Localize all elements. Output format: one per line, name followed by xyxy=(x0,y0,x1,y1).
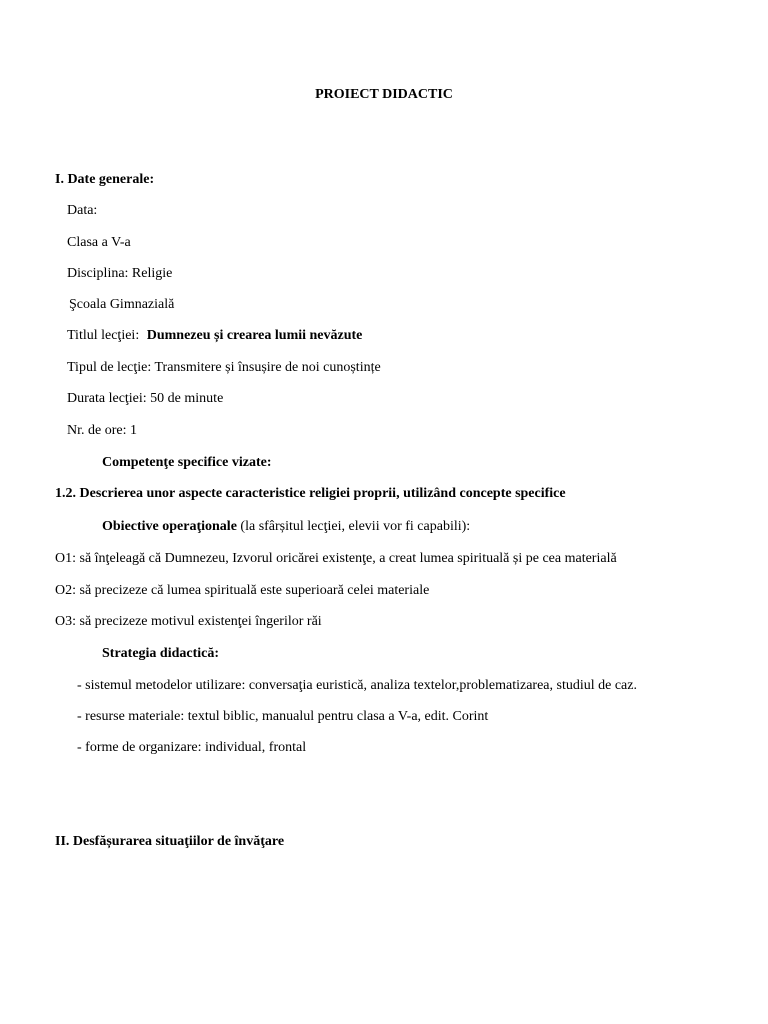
competenta-1-2: 1.2. Descrierea unor aspecte caracteristice religiei proprii, utilizând concepte specifice xyxy=(55,486,566,501)
competente-heading: Competenţe specifice vizate: xyxy=(102,455,272,470)
strategia-item-3: - forme de organizare: individual, frontal xyxy=(77,740,307,755)
titlul-label: Titlul lecţiei: xyxy=(67,328,140,343)
strategia-item-2: - resurse materiale: textul biblic, manualul pentru clasa a V-a, edit. Corint xyxy=(77,709,489,724)
strategia-item-1: - sistemul metodelor utilizare: conversaţia euristică, analiza textelor,problematizarea, studiul de caz. xyxy=(77,678,637,693)
field-durata: Durata lecţiei: 50 de minute xyxy=(67,391,224,406)
section-heading-general: I. Date generale: xyxy=(55,172,155,187)
field-data: Data: xyxy=(67,203,98,218)
document-title: PROIECT DIDACTIC xyxy=(315,87,453,102)
strategia-heading: Strategia didactică: xyxy=(102,646,220,661)
objective-o2: O2: să precizeze că lumea spirituală este superioară celei materiale xyxy=(55,583,430,598)
objective-o3: O3: să precizeze motivul existenţei îngerilor răi xyxy=(55,614,322,629)
obiective-note: (la sfârșitul lecţiei, elevii vor fi capabili): xyxy=(236,519,471,534)
field-titlul xyxy=(67,327,362,345)
obiective-line xyxy=(102,518,470,536)
field-clasa: Clasa a V-a xyxy=(67,235,131,250)
obiective-heading: Obiective operaţionale xyxy=(102,519,237,534)
field-nr-ore: Nr. de ore: 1 xyxy=(67,423,137,438)
field-tipul: Tipul de lecţie: Transmitere și însușire de noi cunoștințe xyxy=(67,360,381,375)
field-scoala: Şcoala Gimnazială xyxy=(69,297,175,312)
objective-o1: O1: să înţeleagă că Dumnezeu, Izvorul oricărei existenţe, a creat lumea spirituală și pe cea materială xyxy=(55,551,617,566)
section-heading-desfasurare: II. Desfășurarea situaţiilor de învăţare xyxy=(55,834,285,849)
titlul-value: Dumnezeu și crearea lumii nevăzute xyxy=(146,328,363,343)
field-disciplina: Disciplina: Religie xyxy=(67,266,173,281)
